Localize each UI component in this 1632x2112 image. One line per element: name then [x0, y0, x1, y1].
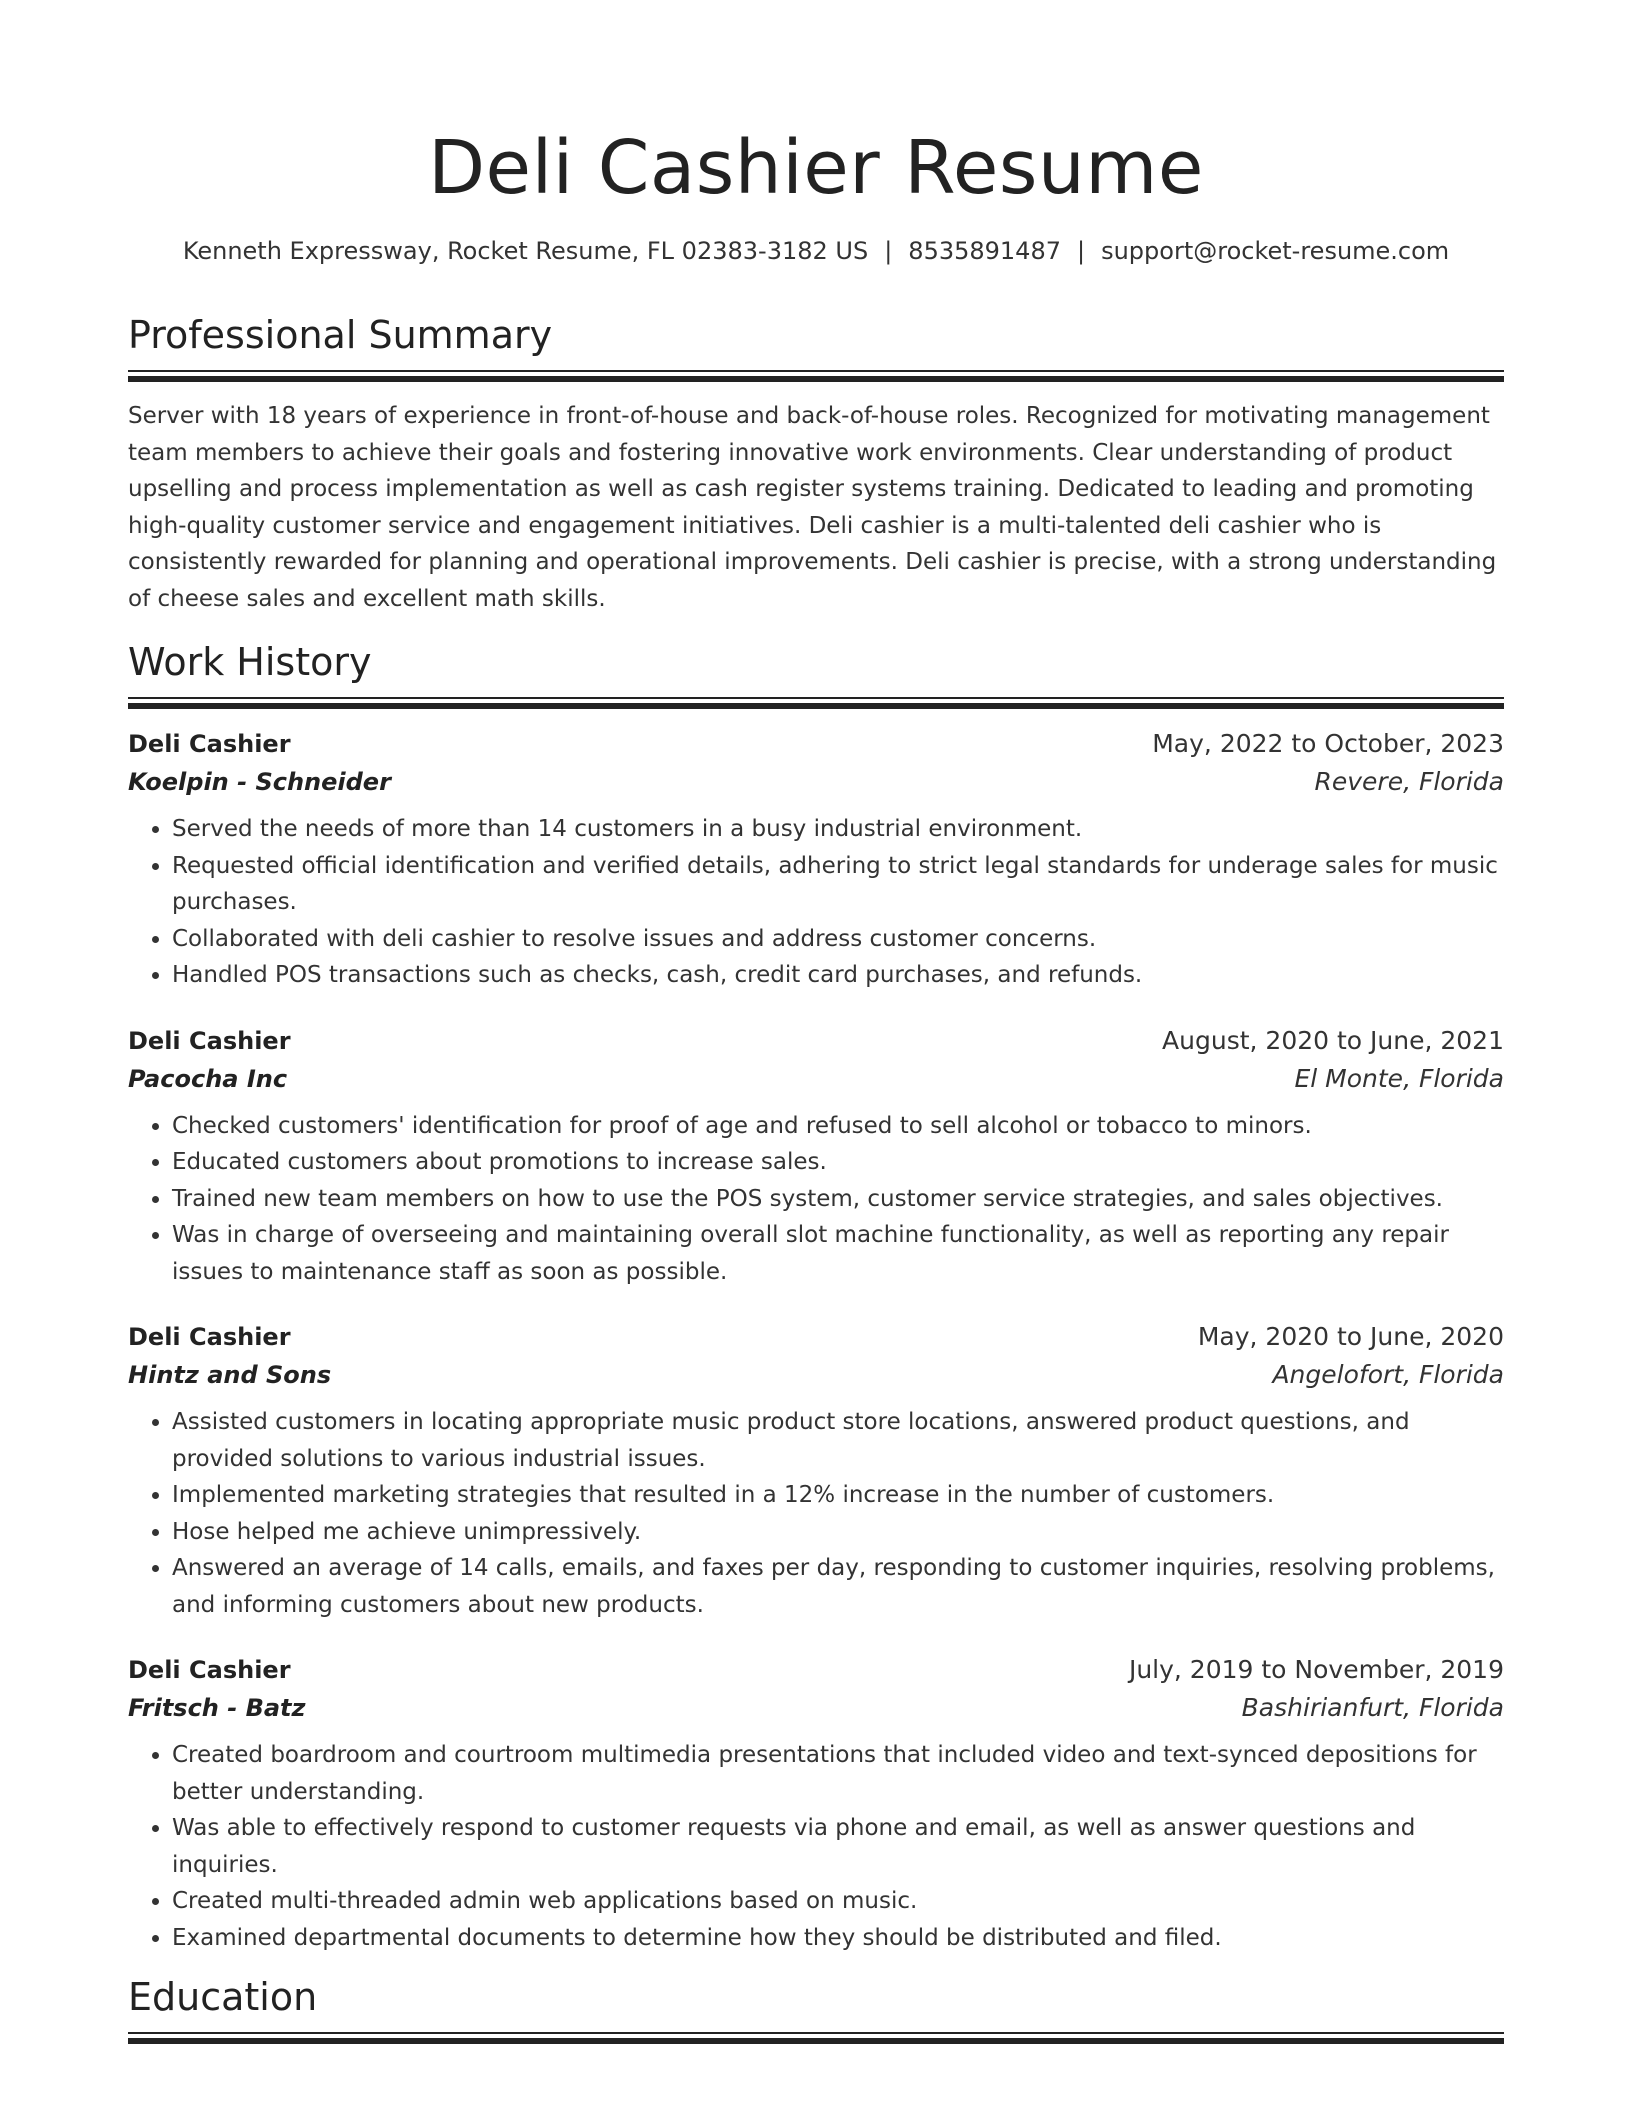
job-company: Hintz and Sons	[128, 1361, 332, 1389]
contact-separator: |	[884, 237, 893, 265]
education-section	[128, 1972, 1504, 2044]
job-company-row	[128, 763, 1504, 801]
job-bullet: • Answered an average of 14 calls, emails, and faxes per day, responding to customer inquiries, resolving problems, and informing customers about new products.	[172, 1550, 1504, 1623]
job-location: Bashirianfurt, Florida	[1241, 1693, 1504, 1722]
resume-page	[128, 0, 1504, 2044]
section-divider	[128, 2032, 1504, 2044]
job-dates: May, 2020 to June, 2020	[1197, 1322, 1504, 1351]
job-title: Deli Cashier	[128, 1323, 291, 1351]
job-location: Angelofort, Florida	[1272, 1360, 1504, 1389]
job-entry	[128, 1318, 1504, 1623]
job-title: Deli Cashier	[128, 1026, 291, 1055]
job-entry	[128, 725, 1504, 994]
contact-address: Kenneth Expressway, Rocket Resume, FL 02383-3182 US	[182, 237, 869, 265]
job-location: El Monte, Florida	[1294, 1063, 1504, 1093]
job-bullet: • Hose helped me achieve unimpressively.	[172, 1514, 1504, 1551]
job-entry	[128, 1651, 1504, 1956]
job-title: Deli Cashier	[128, 730, 291, 758]
job-location: Revere, Florida	[1314, 767, 1504, 796]
job-header-row	[128, 1022, 1504, 1060]
contact-phone: 8535891487	[908, 237, 1061, 265]
job-bullet: • Assisted customers in locating appropriate music product store locations, answered product questions, and provided solutions to various industrial issues.	[172, 1404, 1504, 1477]
job-header-row	[128, 1651, 1504, 1689]
section-divider	[128, 370, 1504, 382]
job-entry	[128, 1022, 1504, 1291]
summary-text: Server with 18 years of experience in front-of-house and back-of-house roles. Recognized for motivating management team members to achieve their goals and fostering innovative work environments. Clear understanding of product upselling and process implementation as well as cash register systems training. Dedicated to leading and promoting high-quality customer service and engagement initiatives. Deli cashier is a multi-talented deli cashier who is consistently rewarded for planning and operational improvements. Deli cashier is precise, with a strong understanding of cheese sales and excellent math skills.	[128, 403, 1497, 612]
job-bullet: • Handled POS transactions such as checks, cash, credit card purchases, and refunds.	[172, 957, 1504, 994]
job-bullet: • Created multi-threaded admin web applications based on music.	[172, 1883, 1504, 1920]
work-history-section	[128, 637, 1504, 1956]
contact-separator: |	[1077, 237, 1086, 265]
section-heading-summary: Professional Summary	[128, 313, 553, 357]
professional-summary-section	[128, 310, 1504, 617]
job-company: Fritsch - Batz	[128, 1694, 306, 1722]
job-bullets	[128, 811, 1504, 994]
job-bullet: • Trained new team members on how to use the POS system, customer service strategies, and sales objectives.	[172, 1181, 1504, 1218]
contact-email: support@rocket-resume.com	[1101, 237, 1450, 265]
job-bullets	[128, 1404, 1504, 1623]
job-bullet: • Was in charge of overseeing and maintaining overall slot machine functionality, as well as reporting any repair issues to maintenance staff as soon as possible.	[172, 1217, 1504, 1290]
job-company-row	[128, 1356, 1504, 1394]
job-bullet: • Educated customers about promotions to increase sales.	[172, 1144, 1504, 1181]
contact-line	[128, 234, 1504, 268]
job-bullet: • Created boardroom and courtroom multimedia presentations that included video and text-synced depositions for better understanding.	[172, 1737, 1504, 1810]
job-header-row	[128, 1318, 1504, 1356]
job-bullet: • Implemented marketing strategies that resulted in a 12% increase in the number of customers.	[172, 1477, 1504, 1514]
section-heading-education: Education	[128, 1975, 318, 2019]
job-bullet: • Served the needs of more than 14 customers in a busy industrial environment.	[172, 811, 1504, 848]
job-bullet: • Requested official identification and verified details, adhering to strict legal standards for underage sales for music purchases.	[172, 848, 1504, 921]
job-company-row	[128, 1689, 1504, 1727]
job-bullets	[128, 1737, 1504, 1956]
job-bullets	[128, 1108, 1504, 1291]
job-company: Koelpin - Schneider	[128, 768, 391, 796]
job-dates: May, 2022 to October, 2023	[1152, 729, 1504, 758]
job-bullet: • Checked customers' identification for proof of age and refused to sell alcohol or tobacco to minors.	[172, 1108, 1504, 1145]
section-heading-work: Work History	[128, 640, 372, 684]
job-header-row	[128, 725, 1504, 763]
job-company: Pacocha Inc	[128, 1064, 288, 1093]
job-dates: July, 2019 to November, 2019	[1128, 1655, 1504, 1684]
resume-title: Deli Cashier Resume	[428, 125, 1204, 211]
job-company-row	[128, 1060, 1504, 1098]
job-bullet: • Examined departmental documents to determine how they should be distributed and filed.	[172, 1920, 1504, 1957]
section-divider	[128, 697, 1504, 709]
job-bullet: • Collaborated with deli cashier to resolve issues and address customer concerns.	[172, 921, 1504, 958]
job-bullet: • Was able to effectively respond to customer requests via phone and email, as well as answer questions and inquiries.	[172, 1810, 1504, 1883]
job-title: Deli Cashier	[128, 1656, 291, 1684]
job-dates: August, 2020 to June, 2021	[1162, 1025, 1504, 1055]
